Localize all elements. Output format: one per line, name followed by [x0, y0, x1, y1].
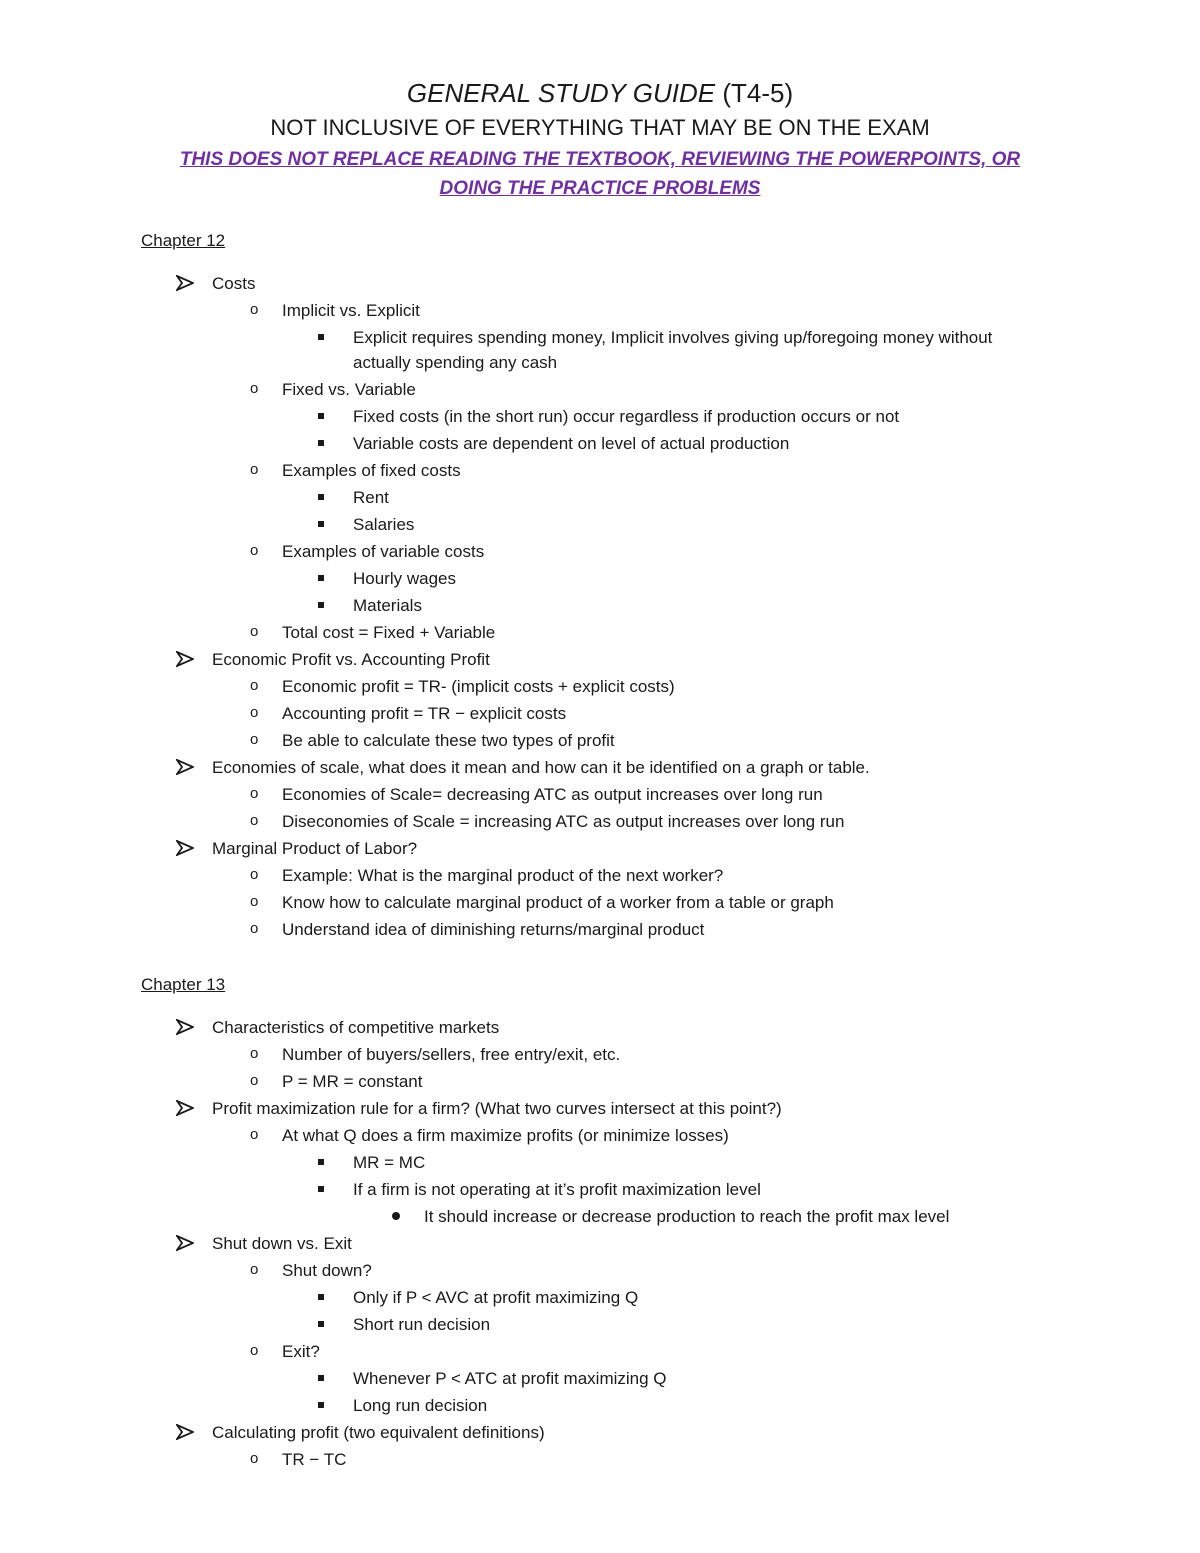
arrowhead-bullet-icon — [176, 1100, 194, 1116]
square-bullet-icon — [318, 521, 324, 527]
outline-item-text: It should increase or decrease production to reach the profit max level — [424, 1207, 950, 1226]
outline-item-text: Variable costs are dependent on level of actual production — [353, 434, 790, 453]
outline-item — [0, 539, 1200, 566]
circle-o-bullet: o — [250, 1342, 259, 1359]
square-bullet-icon — [318, 1159, 324, 1165]
circle-o-bullet: o — [250, 1072, 259, 1089]
circle-o-bullet: o — [250, 1450, 259, 1467]
outline-item-text: Salaries — [353, 515, 415, 534]
outline-item — [0, 1393, 1200, 1420]
outline-item-text: Economic profit = TR- (implicit costs + explicit costs) — [282, 677, 675, 696]
outline-item-text: Profit maximization rule for a firm? (What two curves intersect at this point?) — [212, 1099, 782, 1118]
circle-o-bullet: o — [250, 785, 259, 802]
square-bullet-icon — [318, 494, 324, 500]
square-bullet-icon — [318, 1294, 324, 1300]
arrowhead-bullet-icon — [176, 1019, 194, 1035]
outline-item — [0, 512, 1200, 539]
chapter-12-heading: Chapter 12 — [141, 231, 226, 250]
circle-o-bullet: o — [250, 380, 259, 397]
outline-item-text: Rent — [353, 488, 389, 507]
outline-item-text: Marginal Product of Labor? — [212, 839, 418, 858]
chapter-13-outline — [0, 1015, 1200, 1474]
outline-item-text: Fixed vs. Variable — [282, 380, 416, 399]
arrowhead-bullet-icon — [176, 1424, 194, 1440]
outline-item — [0, 404, 1200, 431]
outline-item — [0, 890, 1200, 917]
outline-item-text: Number of buyers/sellers, free entry/exit, etc. — [282, 1045, 621, 1064]
outline-item-text: Short run decision — [353, 1315, 491, 1334]
chapter-12-outline — [0, 271, 1200, 944]
circle-o-bullet: o — [250, 704, 259, 721]
square-bullet-icon — [318, 1402, 324, 1408]
outline-item-text: Examples of fixed costs — [282, 461, 461, 480]
outline-item — [0, 298, 1200, 325]
outline-item — [0, 863, 1200, 890]
outline-item — [0, 674, 1200, 701]
outline-item — [0, 647, 1200, 674]
circle-o-bullet: o — [250, 461, 259, 478]
outline-item — [0, 620, 1200, 647]
arrowhead-bullet-icon — [176, 840, 194, 856]
outline-item — [0, 1069, 1200, 1096]
outline-item-text: Long run decision — [353, 1396, 488, 1415]
outline-item-text: Exit? — [282, 1342, 320, 1361]
outline-item — [0, 1123, 1200, 1150]
outline-item — [0, 782, 1200, 809]
square-bullet-icon — [318, 1375, 324, 1381]
outline-item — [0, 1258, 1200, 1285]
outline-item — [0, 728, 1200, 755]
circle-o-bullet: o — [250, 866, 259, 883]
outline-item — [0, 566, 1200, 593]
outline-item-text: If a firm is not operating at it’s profit maximization level — [353, 1180, 761, 1199]
outline-item-text: TR − TC — [282, 1450, 347, 1469]
outline-item-text: Economic Profit vs. Accounting Profit — [212, 650, 490, 669]
arrowhead-bullet-icon — [176, 651, 194, 667]
outline-item-text: Explicit requires spending money, Implicit involves giving up/foregoing money without actually spending any cash — [353, 328, 993, 372]
circle-o-bullet: o — [250, 1126, 259, 1143]
outline-item — [0, 836, 1200, 863]
outline-item — [0, 325, 1200, 377]
square-bullet-icon — [318, 1321, 324, 1327]
warning-note: THIS DOES NOT REPLACE READING THE TEXTBOOK, REVIEWING THE POWERPOINTS, OR DOING THE PRACTICE PROBLEMS — [179, 149, 1021, 199]
arrowhead-bullet-icon — [176, 759, 194, 775]
circle-o-bullet: o — [250, 542, 259, 559]
outline-item-text: Economies of scale, what does it mean and how can it be identified on a graph or table. — [212, 758, 870, 777]
square-bullet-icon — [318, 413, 324, 419]
outline-item — [0, 1096, 1200, 1123]
outline-item-text: Implicit vs. Explicit — [282, 301, 420, 320]
outline-item-text: Calculating profit (two equivalent definitions) — [212, 1423, 545, 1442]
circle-o-bullet: o — [250, 731, 259, 748]
round-bullet-icon — [392, 1212, 400, 1220]
outline-item-text: Know how to calculate marginal product of a worker from a table or graph — [282, 893, 834, 912]
outline-item-text: Understand idea of diminishing returns/marginal product — [282, 920, 705, 939]
outline-item — [0, 1204, 1200, 1231]
square-bullet-icon — [318, 440, 324, 446]
outline-item — [0, 485, 1200, 512]
outline-item — [0, 1366, 1200, 1393]
outline-item — [0, 593, 1200, 620]
outline-item-text: Example: What is the marginal product of the next worker? — [282, 866, 724, 885]
outline-item-text: Accounting profit = TR − explicit costs — [282, 704, 567, 723]
outline-item — [0, 458, 1200, 485]
outline-item-text: Fixed costs (in the short run) occur regardless if production occurs or not — [353, 407, 900, 426]
outline-item — [0, 1312, 1200, 1339]
square-bullet-icon — [318, 1186, 324, 1192]
outline-item-text: Total cost = Fixed + Variable — [282, 623, 496, 642]
outline-item-text: Diseconomies of Scale = increasing ATC as output increases over long run — [282, 812, 845, 831]
circle-o-bullet: o — [250, 623, 259, 640]
outline-item — [0, 431, 1200, 458]
outline-item — [0, 917, 1200, 944]
outline-item — [0, 1177, 1200, 1204]
outline-item — [0, 1420, 1200, 1447]
outline-item-text: At what Q does a firm maximize profits (or minimize losses) — [282, 1126, 729, 1145]
arrowhead-bullet-icon — [176, 1235, 194, 1251]
outline-item — [0, 701, 1200, 728]
circle-o-bullet: o — [250, 301, 259, 318]
square-bullet-icon — [318, 334, 324, 340]
outline-item-text: Whenever P < ATC at profit maximizing Q — [353, 1369, 667, 1388]
outline-item-text: MR = MC — [353, 1153, 426, 1172]
outline-item-text: Only if P < AVC at profit maximizing Q — [353, 1288, 639, 1307]
circle-o-bullet: o — [250, 1045, 259, 1062]
outline-item-text: Costs — [212, 274, 256, 293]
outline-item — [0, 1231, 1200, 1258]
outline-item — [0, 755, 1200, 782]
outline-item-text: Shut down vs. Exit — [212, 1234, 352, 1253]
outline-item — [0, 1042, 1200, 1069]
circle-o-bullet: o — [250, 677, 259, 694]
outline-item-text: Characteristics of competitive markets — [212, 1018, 500, 1037]
title-plain: (T4-5) — [715, 78, 794, 108]
document-title — [0, 76, 1200, 110]
arrowhead-bullet-icon — [176, 275, 194, 291]
outline-item — [0, 1285, 1200, 1312]
outline-item — [0, 1447, 1200, 1474]
outline-item-text: Be able to calculate these two types of profit — [282, 731, 615, 750]
outline-item — [0, 1015, 1200, 1042]
outline-item-text: Materials — [353, 596, 422, 615]
outline-item-text: Examples of variable costs — [282, 542, 485, 561]
outline-item — [0, 1339, 1200, 1366]
outline-item-text: P = MR = constant — [282, 1072, 423, 1091]
chapter-13-heading: Chapter 13 — [141, 975, 226, 994]
outline-item — [0, 377, 1200, 404]
outline-item — [0, 271, 1200, 298]
outline-item — [0, 1150, 1200, 1177]
circle-o-bullet: o — [250, 893, 259, 910]
circle-o-bullet: o — [250, 812, 259, 829]
outline-item-text: Hourly wages — [353, 569, 456, 588]
square-bullet-icon — [318, 575, 324, 581]
square-bullet-icon — [318, 602, 324, 608]
outline-item — [0, 809, 1200, 836]
outline-item-text: Shut down? — [282, 1261, 372, 1280]
title-italic: GENERAL STUDY GUIDE — [406, 78, 716, 108]
circle-o-bullet: o — [250, 920, 259, 937]
outline-item-text: Economies of Scale= decreasing ATC as output increases over long run — [282, 785, 823, 804]
circle-o-bullet: o — [250, 1261, 259, 1278]
document-subtitle: NOT INCLUSIVE OF EVERYTHING THAT MAY BE ON THE EXAM — [270, 115, 930, 140]
